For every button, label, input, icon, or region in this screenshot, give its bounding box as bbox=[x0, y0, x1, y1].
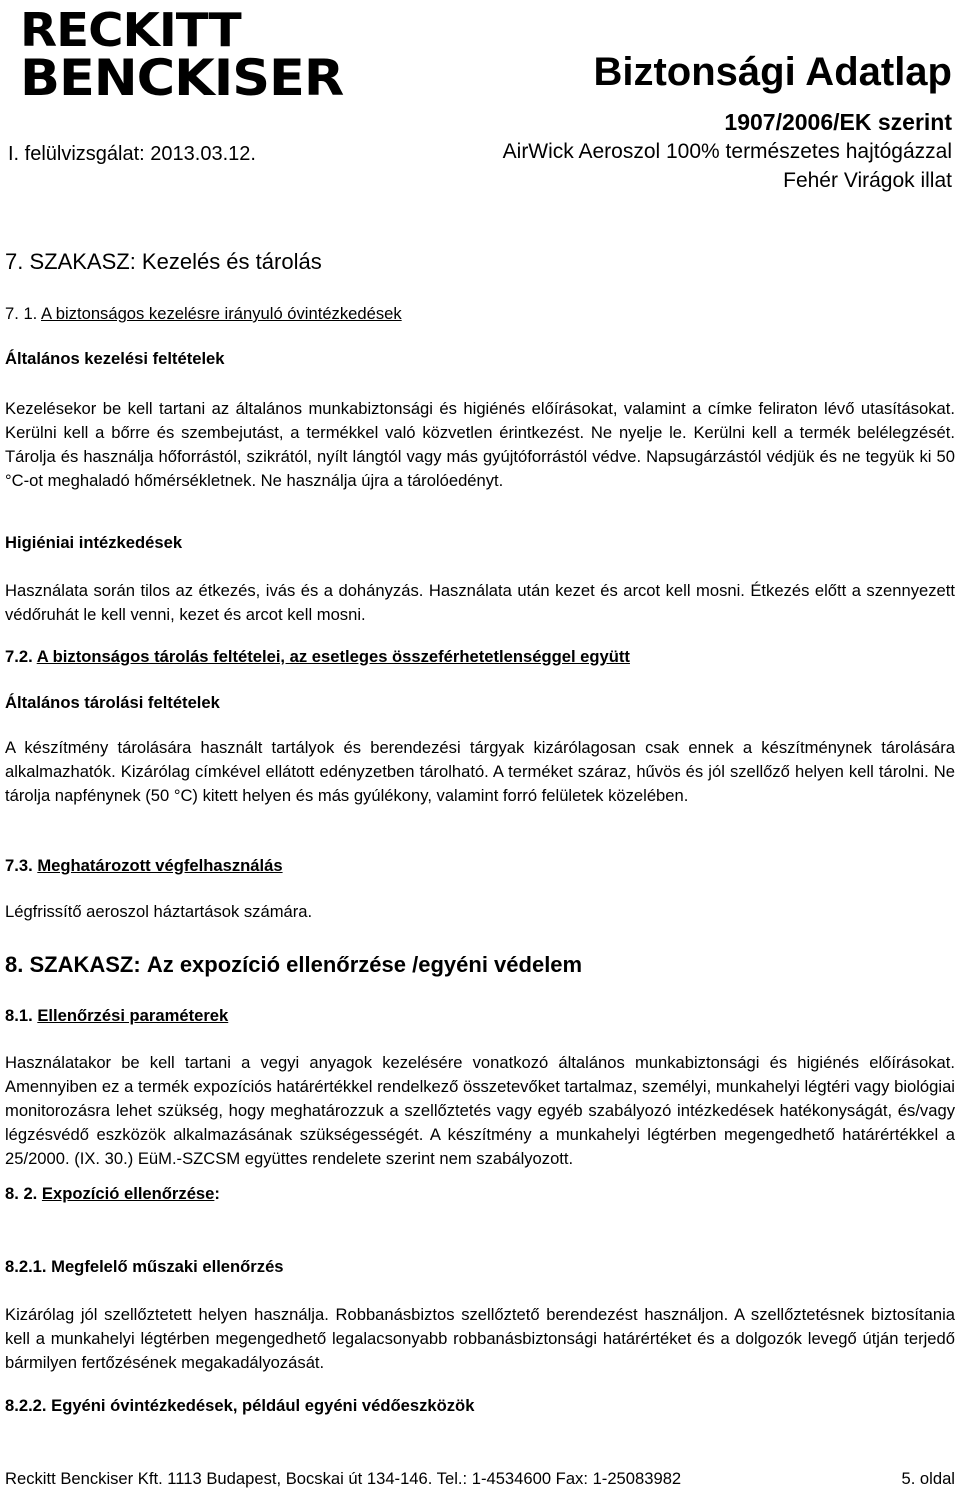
section-7-3-number: 7.3. bbox=[5, 856, 33, 875]
section-8-2-heading bbox=[5, 1184, 220, 1204]
section-8-2-2-title: 8.2.2. Egyéni óvintézkedések, például egyéni védőeszközök bbox=[5, 1396, 475, 1415]
general-storage-text: A készítmény tárolására használt tartályok és berendezési tárgyak kizárólagosan csak ennek a készítménynek tárolására alkalmazhatók. Kizárólag címkével ellátott edényzetben tárolható. A terméket száraz, hűvös és jól szellőző helyen kell tárolni. Ne tárolja napfénynek (50 °C) kitett helyen és más gyúlékony, valamint forró felületek közelében. bbox=[5, 738, 955, 805]
section-7-1-heading bbox=[5, 304, 402, 324]
section-7-3-text: Légfrissítő aeroszol háztartások számára. bbox=[5, 902, 313, 921]
regulation-label: 1907/2006/EK szerint bbox=[724, 109, 952, 135]
document-title: Biztonsági Adatlap bbox=[593, 50, 952, 94]
general-storage-title: Általános tárolási feltételek bbox=[5, 693, 220, 712]
logo-line1: RECKITT bbox=[20, 3, 241, 57]
product-variant: Fehér Virágok illat bbox=[783, 169, 952, 192]
section-8-title bbox=[5, 951, 582, 979]
section-7-2-number: 7.2. bbox=[5, 647, 33, 666]
section-7-1-title: A biztonságos kezelésre irányuló óvintézkedések bbox=[41, 304, 402, 323]
general-handling-text: Kezelésekor be kell tartani az általános munkabiztonsági és higiénés előírásokat, valamint a címke feliraton lévő utasításokat. Kerülni kell a bőrre és szembejutást, a termékkel való közvetlen érintkezést. Ne nyelje le. Kerülni kell a termék belélegzését. Tárolja és használja hőforrástól, szikrától, nyílt lángtól vagy más gyújtóforrástól védve. Napsugárzástól védjük és ne tegyük ki 50 °C-ot meghaladó hőmérsékletnek. Ne használja újra a tárolóedényt. bbox=[5, 399, 955, 490]
section-8-1-title: Ellenőrzési paraméterek bbox=[37, 1006, 229, 1025]
section-7-3-title: Meghatározott végfelhasználás bbox=[37, 856, 283, 875]
section-8-1-number: 8.1. bbox=[5, 1006, 33, 1025]
hygiene-text: Használata során tilos az étkezés, ivás és a dohányzás. Használata után kezet és arcot kell mosni. Étkezés előtt a szennyezett védőruhát le kell venni, kezet és arcot kell mosni. bbox=[5, 581, 955, 624]
section-8-2-1-text: Kizárólag jól szellőztetett helyen használja. Robbanásbiztos szellőztető berendezést használjon. A szellőztetésnek biztosítania kell a munkahelyi légtérben megengedhető legalacsonyabb robbanásbiztonsági határértéket és a dolgozók levegő útján terjedő bármilyen fertőzésének megakadályozását. bbox=[5, 1305, 955, 1372]
hygiene-title: Higiéniai intézkedések bbox=[5, 533, 183, 552]
section-8-1-text: Használatakor be kell tartani a vegyi anyagok kezelésére vonatkozó általános munkabiztonsági és higiénés előírásokat. Amennyiben ez a termék expozíciós határértékkel rendelkező összetevőket tartalmaz, személyi, munkahelyi légtéri vagy biológiai monitorozásra lehet szükség, hogy meghatározzuk a szellőztetés vagy egyéb szabályozó intézkedések hatékonyságát, és/vagy légzésvédő eszközök alkalmazásának szükségességét. A készítmény a munkahelyi légtérben megengedhető határértékkel a 25/2000. (IX. 30.) EüM.-SZCSM együttes rendelete szerint nem szabályozott. bbox=[5, 1053, 955, 1168]
section-7-title: 7. SZAKASZ: Kezelés és tárolás bbox=[5, 249, 322, 274]
product-name: AirWick Aeroszol 100% természetes hajtógázzal bbox=[502, 140, 952, 163]
section-8-2-title: Expozíció ellenőrzése bbox=[41, 1184, 215, 1203]
section-8-title-text: Az expozíció ellenőrzése /egyéni védelem bbox=[146, 952, 583, 977]
section-8-2-number: 8. 2. bbox=[5, 1184, 38, 1203]
section-8-2-1-title: 8.2.1. Megfelelő műszaki ellenőrzés bbox=[5, 1257, 284, 1276]
revision-date: I. felülvizsgálat: 2013.03.12. bbox=[8, 143, 256, 165]
general-handling-title: Általános kezelési feltételek bbox=[5, 349, 225, 368]
footer-company: Reckitt Benckiser Kft. 1113 Budapest, Bocskai út 134-146. Tel.: 1-4534600 Fax: 1-25083982 bbox=[5, 1469, 682, 1488]
section-7-2-title: A biztonságos tárolás feltételei, az esetleges összeférhetetlenséggel együtt bbox=[36, 647, 630, 666]
footer-page-number: 5. oldal bbox=[901, 1469, 955, 1488]
section-8-number: 8. SZAKASZ: bbox=[5, 952, 141, 977]
company-logo bbox=[20, 3, 344, 108]
section-7-2-heading bbox=[5, 647, 630, 667]
section-7-3-heading bbox=[5, 856, 283, 876]
logo-line2: BENCKISER bbox=[20, 49, 344, 107]
section-7-1-number: 7. 1. bbox=[5, 304, 38, 323]
section-8-2-colon: : bbox=[214, 1184, 220, 1203]
section-8-1-heading bbox=[5, 1006, 228, 1026]
page-footer bbox=[5, 1469, 955, 1489]
